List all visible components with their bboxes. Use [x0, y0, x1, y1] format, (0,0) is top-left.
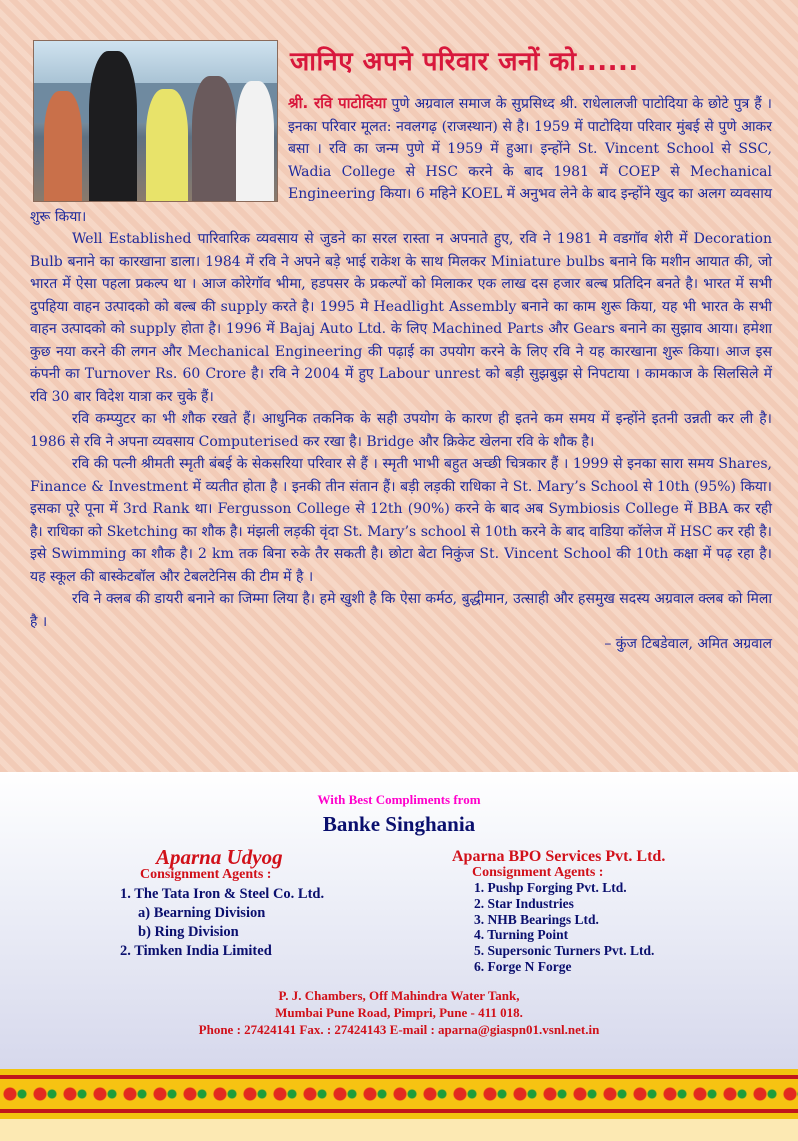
- page-title: जानिए अपने परिवार जनों को......: [290, 47, 639, 77]
- border-band: [0, 1113, 798, 1119]
- sponsor-name: Banke Singhania: [322, 812, 476, 836]
- address-line: P. J. Chambers, Off Mahindra Water Tank,: [278, 988, 520, 1003]
- left-agents-label: Consignment Agents :: [140, 867, 272, 882]
- left-company-name: Aparna Udyog: [156, 845, 283, 869]
- paragraph-text: पुणे अग्रवाल समाज के सुप्रसिध्द श्री. राधेलालजी पाटोदिया के छोटे पुत्र हैं । इनका परिवार मूलत: नवलगढ़ (राजस्थान) से है। 1959 में पाटोदिया परिवार मुंबई से पुणे आकर बसा । रवि का जन्म पुणे में 1959 में हुआ। इन्होंने St. Vincent School से SSC, Wadia College से HSC करने के बाद 1981 में COEP से Mechanical Engineering किया। 6 महिने KOEL में अनुभव लेने के बाद इन्होंने खुद का अलग व्यवसाय शुरू किया।: [30, 96, 772, 225]
- article-paragraph: [30, 92, 772, 228]
- contact-line: Phone : 27424141 Fax. : 27424143 E-mail : aparna@giaspn01.vsnl.net.in: [198, 1022, 600, 1037]
- list-item: a) Bearning Division: [138, 905, 266, 921]
- article-paragraph: रवि ने क्लब की डायरी बनाने का जिम्मा लिया है। हमे खुशी है कि ऐसा कर्मठ, बुद्धीमान, उत्साही और हसमुख सदस्य अग्रवाल क्लब को मिला है ।: [30, 591, 772, 630]
- list-item: 5. Supersonic Turners Pvt. Ltd.: [474, 943, 655, 959]
- list-item: 6. Forge N Forge: [474, 958, 572, 974]
- address-block: [0, 987, 798, 1038]
- list-item: 4. Turning Point: [474, 927, 569, 943]
- right-agents-label: Consignment Agents :: [472, 865, 604, 880]
- list-item: 3. NHB Bearings Ltd.: [474, 911, 599, 927]
- article-paragraph: Well Established पारिवारिक व्यवसाय से जुडने का सरल रास्ता न अपनाते हुए, रवि ने 1981 मे वडगॉव शेरी में Decoration Bulb बनाने का कारखाना डाला। 1984 में रवि ने अपने बड़े भाई राकेश के साथ मिलकर Miniature bulbs बनाने कि मशीन आयात की, जो भारत में ऐसा पहला प्रकल्प था । आज कोरेगॉव भीमा, हडपसर के प्रकल्पों को मिलाकर एक लाख दस हजार बल्ब प्रतिदिन बनते है। भारत में सभी दुपहिया वाहन उत्पादको को बल्ब की supply करते है। 1995 मे Headlight Assembly बनाने का काम शुरू किया, यह भी भारत के सभी वाहन उत्पादको को supply होता है। 1996 में Bajaj Auto Ltd. के लिए Machined Parts और Gears बनाने का सुझाव आया। हमेशा कुछ नया करने की लगन और Mechanical Engineering की पढ़ाई का उपयोग करने के लिए रवि ने यह कारखाना शुरू किया। आज इस कंपनी का Turnover Rs. 60 Crore है। रवि ने 2004 में हुए Labour unrest को बड़ी सुझबुझ से निपटाया । कामकाज के सिलसिले में रवि 30 बार विदेश यात्रा कर चुके हैं।: [30, 231, 772, 405]
- list-item: 1. Pushp Forging Pvt. Ltd.: [474, 880, 627, 895]
- flower-pattern: [0, 1079, 798, 1109]
- advertisement: [0, 772, 798, 1069]
- article-paragraph: रवि कम्प्युटर का भी शौक रखते हैं। आधुनिक तकनिक के सही उपयोग के कारण ही इतने कम समय में इन्होंने इतनी उन्नती कर ली है। 1986 से रवि ने अपना व्यवसाय Computerised कर रखा है। Bridge और क्रिकेट खेलना रवि के शौक है।: [30, 411, 772, 450]
- list-item: 2. Star Industries: [474, 895, 574, 911]
- photo-spacer: [30, 92, 288, 197]
- right-agents-list: [474, 880, 654, 975]
- signature: – कुंज टिबडेवाल, अमित अग्रवाल: [604, 636, 772, 652]
- list-item: 2. Timken India Limited: [120, 943, 272, 959]
- article-paragraph: रवि की पत्नी श्रीमती स्मृती बंबई के सेकसरिया परिवार से हैं । स्मृती भाभी बहुत अच्छी चित्रकार हैं । 1999 से इनका सारा समय Shares, Finance & Investment में व्यतीत होता है । इनकी तीन संतान हैं। बड़ी लड़की राधिका ने St. Mary’s School से 10th (95%) किया। इसका पूरे पूना में 3rd Rank था। Fergusson College से 12th (90%) करने के बाद अब Symbiosis College में BBA कर रही है। राधिका को Sketching का शौक है। मंझली लड़की वृंदा St. Mary’s school से 10th करने के बाद वाडिया कॉलेज में HSC कर रही है। इसे Swimming का शौक है। 2 km तक बिना रुके तैर सकती है। छोटा बेटा निकुंज St. Vincent School की 10th कक्षा में पढ़ रहा है। यह स्कूल की बास्केटबॉल और टेबलटेनिस की टीम में है ।: [30, 456, 772, 585]
- address-line: Mumbai Pune Road, Pimpri, Pune - 411 018.: [275, 1005, 523, 1020]
- person-name: श्री. रवि पाटोदिया: [288, 94, 387, 112]
- list-item: 1. The Tata Iron & Steel Co. Ltd.: [120, 886, 325, 902]
- left-agents-list: [120, 885, 324, 961]
- compliments-text: With Best Compliments from: [317, 792, 481, 807]
- list-item: b) Ring Division: [138, 924, 239, 940]
- article-body: [30, 92, 772, 656]
- decorative-border: [0, 1069, 798, 1141]
- right-company-name: Aparna BPO Services Pvt. Ltd.: [452, 848, 666, 865]
